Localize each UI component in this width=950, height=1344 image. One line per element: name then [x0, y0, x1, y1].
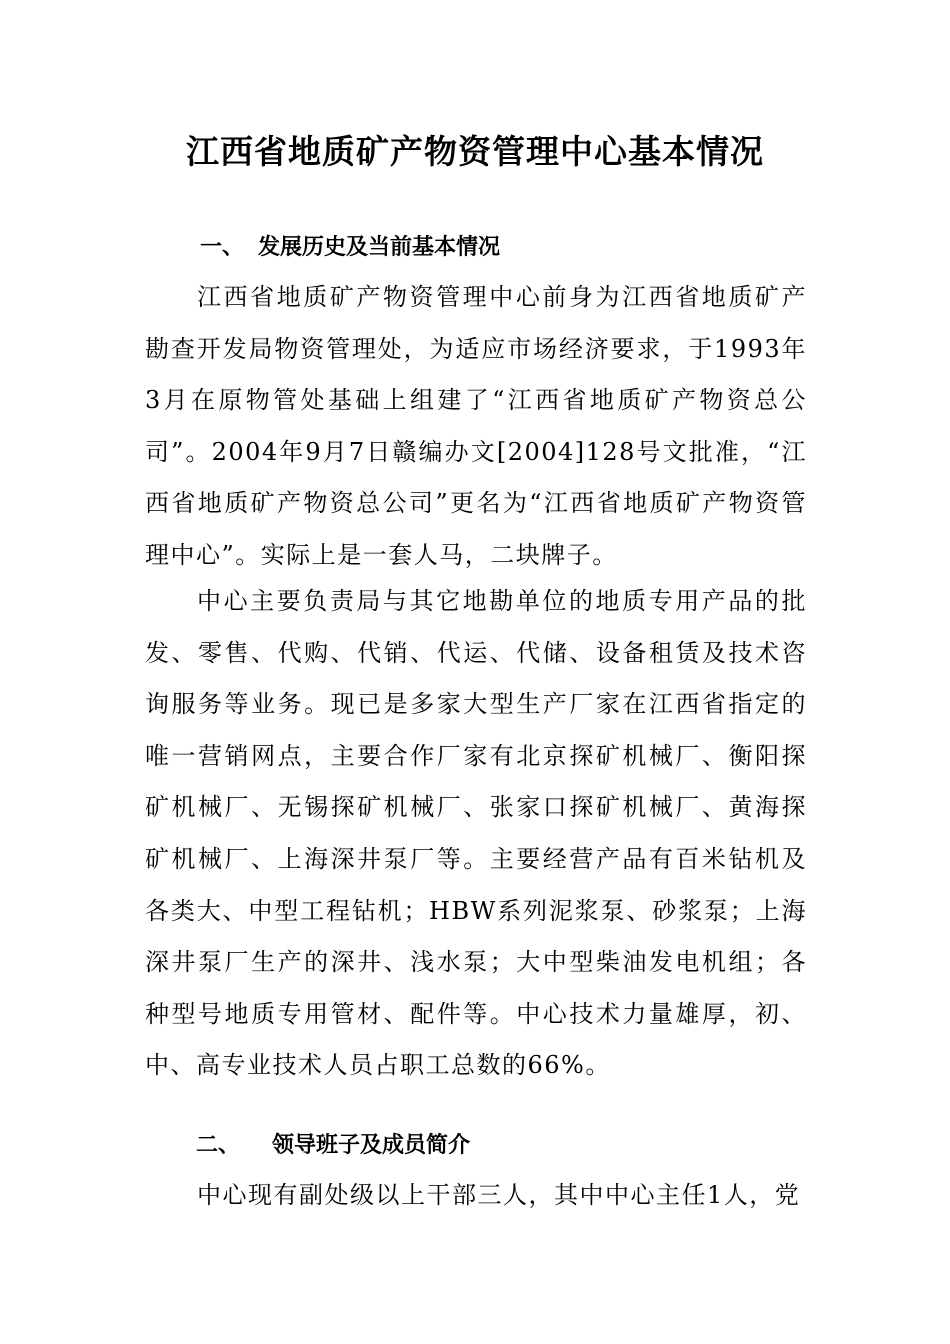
section-heading-text-2: 领导班子及成员简介 — [272, 1133, 471, 1158]
section-1-paragraph-1: 江西省地质矿产物资管理中心前身为江西省地质矿产勘查开发局物资管理处，为适应市场经济要求，于1993年3月在原物管处基础上组建了“江西省地质矿产物资总公司”。2004年9月7日赣编办文[2004]128号文批准，“江西省地质矿产物资总公司”更名为“江西省地质矿产物资管理中心”。实际上是一套人马，二块牌子。 — [145, 283, 807, 569]
section-heading-text-1: 发展历史及当前基本情况 — [258, 235, 501, 260]
page-title: 江西省地质矿产物资管理中心基本情况 — [186, 132, 764, 171]
section-2-paragraph-1: 中心现有副处级以上干部三人，其中中心主任1人，党 — [197, 1181, 801, 1209]
section-heading-2 — [196, 1130, 470, 1162]
section-1-paragraph-2: 中心主要负责局与其它地勘单位的地质专用产品的批发、零售、代购、代销、代运、代储、设备租赁及技术咨询服务等业务。现已是多家大型生产厂家在江西省指定的唯一营销网点，主要合作厂家有北京探矿机械厂、衡阳探矿机械厂、无锡探矿机械厂、张家口探矿机械厂、黄海探矿机械厂、上海深井泵厂等。主要经营产品有百米钻机及各类大、中型工程钻机；HBW系列泥浆泵、砂浆泵；上海深井泵厂生产的深井、浅水泵；大中型柴油发电机组；各种型号地质专用管材、配件等。中心技术力量雄厚，初、中、高专业技术人员占职工总数的66%。 — [145, 587, 807, 1080]
section-number-1: 一、 — [200, 235, 245, 260]
section-number-2: 二、 — [196, 1133, 241, 1158]
section-heading-1 — [200, 232, 500, 264]
